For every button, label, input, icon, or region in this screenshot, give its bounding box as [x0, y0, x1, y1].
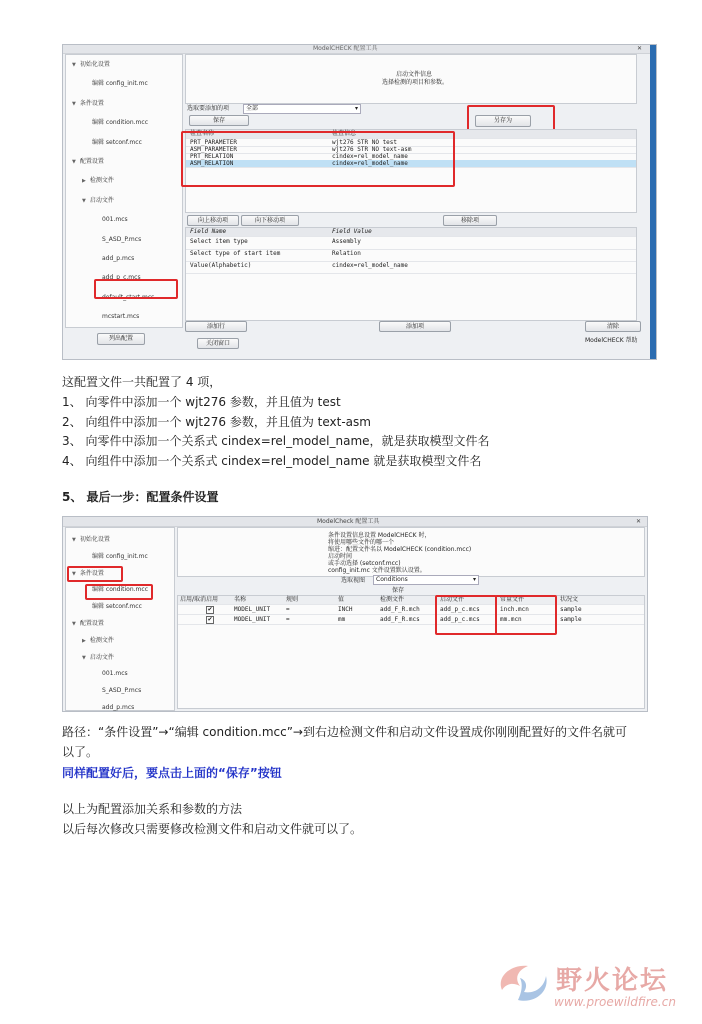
tree-item-label: S_ASD_P.mcs [102, 687, 142, 695]
field-value: cindex=rel_model_name [332, 262, 408, 269]
tree-item-label: add_p.mcs [102, 255, 135, 262]
tree-item-label: 编辑 config_init.mc [92, 80, 148, 88]
tree-item-label: S_ASD_P.mcs [102, 235, 142, 243]
rows-highlight [181, 131, 455, 187]
tree-item[interactable] [72, 536, 110, 544]
col-field-value: Field Value [332, 228, 372, 235]
step-heading: 5、 最后一步：配置条件设置 [62, 490, 219, 504]
info-line: config_init.mc 文件设置默认设置。 [328, 567, 426, 574]
collapse-arrow-icon[interactable]: ▼ [72, 62, 76, 68]
tree-item-label: 配置设置 [79, 620, 104, 627]
condition-check[interactable]: add_F_R.mch [380, 606, 420, 613]
condition-const[interactable]: mm.mcn [500, 616, 522, 623]
column-header: 状况文 [560, 596, 579, 603]
check-name: ASM_PARAMETER [190, 146, 237, 153]
field-name: Select item type [190, 238, 248, 245]
chevron-down-icon: ▾ [354, 105, 358, 112]
clear-button[interactable]: 清除 [585, 321, 641, 332]
collapse-arrow-icon[interactable]: ▼ [72, 100, 76, 107]
tree-item[interactable] [92, 119, 148, 127]
collapse-arrow-icon[interactable]: ▼ [72, 159, 76, 165]
collapse-arrow-icon[interactable]: ▼ [82, 197, 86, 204]
tree-item-label: default_start.mcs [102, 293, 155, 301]
window-titlebar-2 [63, 517, 647, 527]
condition-status[interactable]: sample [560, 606, 582, 613]
item-2: 2、 向组件中添加一个 wjt276 参数，并且值为 text-asm [62, 415, 371, 429]
close-icon[interactable]: ✕ [636, 45, 642, 52]
check-info: wjt276 STR NO text-asm [332, 146, 412, 153]
tree-item[interactable] [92, 603, 142, 611]
select-label: 选取要添加的项 [187, 105, 230, 112]
config-tool-screenshot-1 [62, 44, 657, 360]
info-line: 启动时间 [328, 553, 353, 560]
check-info: cindex=rel_model_name [332, 153, 408, 160]
collapse-arrow-icon[interactable]: ▼ [72, 537, 76, 543]
field-row[interactable] [186, 238, 636, 250]
close-window-button[interactable]: 关闭窗口 [197, 338, 239, 349]
tree-item[interactable] [92, 553, 148, 561]
column-header: 启动文件 [440, 596, 465, 603]
tree-item[interactable] [102, 687, 141, 695]
tree-item-label: 配置设置 [79, 158, 104, 165]
move-up-button[interactable]: 向上移动项 [187, 215, 239, 226]
field-table [185, 227, 637, 321]
tree-item-label: mcstart.mcs [102, 313, 140, 321]
tree-item[interactable] [92, 80, 148, 88]
window-title: ModelCHECK 配置工具 [313, 45, 378, 52]
info-line-2: 选择检测的项目和参数。 [382, 79, 449, 86]
condition-name: MODEL_UNIT [234, 606, 271, 613]
info-line: 条件设置信息设置 ModelCHECK 时， [328, 532, 431, 539]
config-tool-screenshot-2 [62, 516, 648, 712]
tree-item-label: 启动文件 [89, 196, 114, 204]
column-header: 值 [338, 596, 345, 603]
condition-start[interactable]: add_p_c.mcs [440, 616, 480, 623]
condition-row[interactable] [178, 605, 644, 615]
remove-item-button[interactable]: 移除项 [443, 215, 497, 226]
tree-highlight-box [89, 270, 169, 286]
collapse-arrow-icon[interactable]: ▼ [72, 570, 76, 577]
close-icon[interactable]: ✕ [635, 518, 641, 525]
info-panel-2 [177, 527, 645, 577]
tree-item-label: 编辑 config_init.mc [92, 552, 148, 560]
tree-item-label: 001.mcs [102, 216, 128, 224]
add-row-button[interactable]: 添加行 [185, 321, 247, 332]
condition-row[interactable] [178, 615, 644, 625]
enable-checkbox[interactable]: ✔ [207, 616, 213, 623]
column-header: 检测文件 [380, 596, 405, 603]
save-button-2[interactable]: 保存 [391, 587, 404, 594]
select-value: 全部 [246, 105, 259, 112]
field-row[interactable] [186, 262, 636, 274]
tree-item[interactable] [102, 216, 128, 224]
start-file-highlight [495, 595, 557, 635]
field-name: Value(Alphabetic) [190, 262, 252, 269]
help-link[interactable]: ModelCHECK 帮助 [585, 337, 638, 344]
tree-item-label: 检测文件 [89, 177, 114, 185]
intro-text: 这配置文件一共配置了 4 项， [62, 375, 222, 389]
info-line: 或手动选择 (setconf.mcc) [328, 560, 401, 567]
field-value: Relation [332, 250, 361, 257]
tree-item-label: 编辑 condition.mcc [92, 119, 148, 127]
tree-item[interactable] [92, 139, 142, 147]
tree-item-label: 条件设置 [79, 99, 104, 107]
col-check-info: 检查信息 [332, 130, 357, 137]
condition-rule[interactable]: = [286, 606, 290, 613]
conditions-table [177, 595, 645, 709]
tree-item[interactable] [82, 637, 114, 645]
tree-item-label: 检测文件 [89, 636, 114, 644]
summary-line-2: 以后每次修改只需要修改检测文件和启动文件就可以了。 [62, 822, 363, 836]
flame-logo-icon [494, 960, 554, 1008]
view-select-label: 选取视图 [341, 577, 366, 584]
item-4: 4、 向组件中添加一个关系式 cindex=rel_model_name 就是获取模型文件名 [62, 454, 482, 468]
view-select[interactable] [373, 575, 479, 585]
desktop-edge [650, 45, 656, 359]
check-name: ASM_RELATION [190, 160, 234, 167]
tree-item-label: 001.mcs [102, 670, 128, 678]
field-name: Select type of start item [190, 250, 281, 257]
check-info: wjt276 STR NO test [332, 139, 398, 146]
select-dropdown[interactable] [243, 104, 361, 114]
left-tree-panel [65, 54, 183, 328]
column-header: 启用/取消启用 [180, 596, 219, 603]
expand-arrow-icon[interactable]: ▶ [82, 178, 86, 185]
list-config-button[interactable]: 列出配置 [97, 333, 145, 345]
info-panel [185, 54, 637, 104]
condition-check[interactable]: add_F_R.mcs [380, 616, 420, 623]
watermark-logo [494, 960, 554, 1008]
tree-item[interactable] [82, 177, 114, 185]
field-row[interactable] [186, 250, 636, 262]
watermark-url: www.proewildfire.cn [554, 995, 676, 1009]
path-line-2: 以了。 [62, 745, 99, 759]
conditions-table-header [178, 596, 644, 605]
info-line-1: 启动文件信息 [396, 71, 433, 78]
tree-item-label: add_p.mcs [102, 704, 135, 711]
expand-arrow-icon[interactable]: ▶ [82, 637, 86, 644]
check-name: PRT_PARAMETER [190, 139, 237, 146]
tree-item-label: 启动文件 [89, 653, 114, 661]
tree-item-label: 编辑 condition.mcc [92, 586, 148, 594]
tree-item-label: 初始化设置 [79, 536, 110, 543]
summary-line-1: 以上为配置添加关系和参数的方法 [62, 802, 243, 816]
left-tree-panel-2 [65, 527, 175, 711]
tree-item[interactable] [102, 313, 139, 321]
tree-item[interactable] [82, 197, 114, 205]
tree-item-label: 初始化设置 [79, 61, 110, 68]
check-name: PRT_RELATION [190, 153, 234, 160]
window-title-2: ModelCheck 配置工具 [317, 518, 380, 525]
tree-item[interactable] [72, 61, 110, 69]
collapse-arrow-icon[interactable]: ▼ [82, 654, 86, 661]
save-reminder: 同样配置好后，要点击上面的“保存”按钮 [62, 766, 282, 780]
item-1: 1、 向零件中添加一个 wjt276 参数，并且值为 test [62, 395, 341, 409]
tree-item-label: add_p_c.mcs [102, 274, 141, 282]
condition-settings-highlight [67, 566, 123, 582]
add-item-button[interactable]: 添加项 [379, 321, 451, 332]
col-field-name: Field Name [190, 228, 227, 235]
watermark-name: 野火论坛 [556, 966, 669, 996]
check-file-highlight [435, 595, 497, 635]
path-line-1: 路径：“条件设置”→“编辑 condition.mcc”→到右边检测文件和启动文件设置成你刚刚配置好的文件名就可 [62, 725, 627, 739]
check-info: cindex=rel_model_name [332, 160, 408, 167]
tree-item[interactable] [82, 654, 114, 662]
view-select-value: Conditions [376, 576, 408, 583]
field-value: Assembly [332, 238, 361, 245]
col-check-name: 检查名称 [190, 130, 215, 137]
condition-name: MODEL_UNIT [234, 616, 271, 623]
condition-start[interactable]: add_p_c.mcs [440, 606, 480, 613]
collapse-arrow-icon[interactable]: ▼ [72, 621, 76, 627]
edit-condition-highlight [85, 584, 153, 600]
item-3: 3、 向零件中添加一个关系式 cindex=rel_model_name，就是获取模型文件名 [62, 434, 490, 448]
tree-item[interactable] [72, 100, 104, 108]
save-as-button[interactable]: 另存为 [475, 115, 531, 127]
column-header: 常量文件 [500, 596, 525, 603]
tree-item[interactable] [102, 670, 128, 678]
window-titlebar [63, 45, 656, 54]
tree-item[interactable] [72, 158, 104, 166]
info-line: 将使用哪些文件的哪一个 [328, 539, 395, 546]
tree-item-label: 编辑 setconf.mcc [92, 603, 142, 611]
field-table-header [186, 228, 636, 237]
move-down-button[interactable]: 向下移动项 [241, 215, 299, 226]
save-button[interactable]: 保存 [189, 115, 249, 126]
tree-item[interactable] [102, 255, 134, 263]
column-header: 规则 [286, 596, 299, 603]
condition-const[interactable]: inch.mcn [500, 606, 529, 613]
chevron-down-icon: ▾ [472, 576, 476, 583]
tree-item[interactable] [102, 704, 134, 712]
condition-value: mm [338, 616, 346, 623]
condition-value: INCH [338, 606, 353, 613]
tree-item-label: 条件设置 [79, 569, 104, 577]
condition-rule[interactable]: = [286, 616, 290, 623]
info-line: 缩进：配置文件名以 ModelCHECK (condition.mcc) [328, 546, 472, 553]
tree-item[interactable] [102, 236, 141, 244]
enable-checkbox[interactable]: ✔ [207, 606, 213, 613]
column-header: 名称 [234, 596, 247, 603]
tree-item-label: 编辑 setconf.mcc [92, 138, 142, 146]
tree-item[interactable] [72, 620, 104, 628]
condition-status[interactable]: sample [560, 616, 582, 623]
